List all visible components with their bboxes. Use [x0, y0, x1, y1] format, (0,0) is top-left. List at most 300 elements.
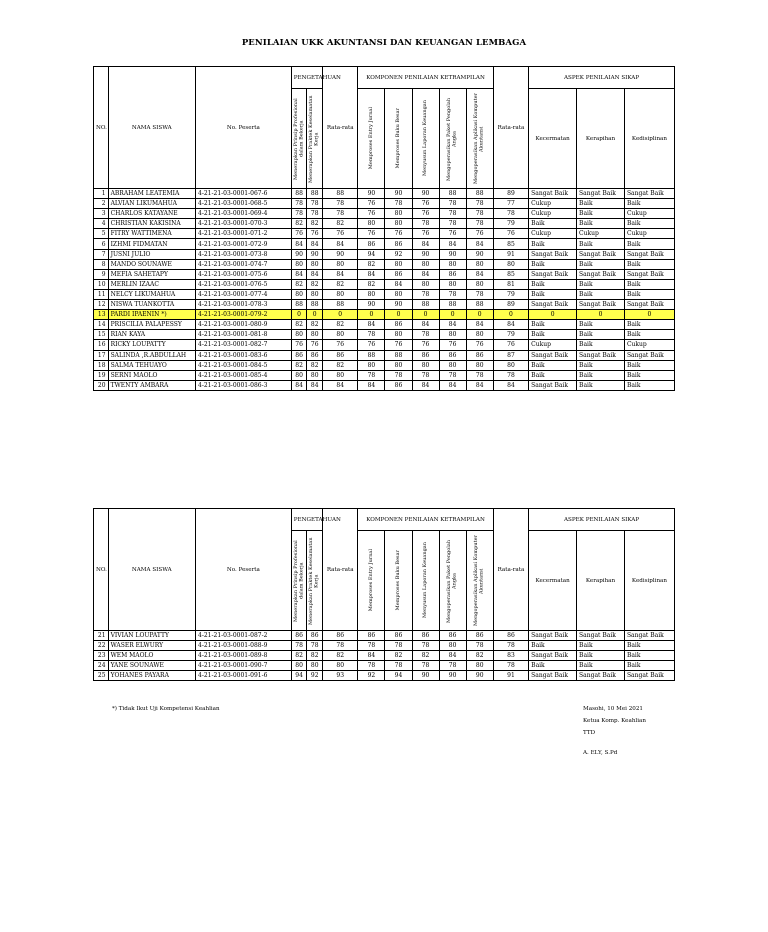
cell-score: 90	[412, 249, 439, 259]
cell-peserta: 4-21-21-03-0001-068-5	[196, 199, 292, 209]
cell-score: 88	[307, 300, 323, 310]
cell-no: 21	[94, 631, 109, 641]
table-row	[94, 289, 675, 299]
cell-score: 78	[358, 641, 385, 651]
cell-score: 82	[412, 651, 439, 661]
cell-score: 84	[439, 651, 466, 661]
cell-score: 80	[307, 661, 323, 671]
cell-score: 76	[323, 229, 358, 239]
cell-score: 88	[323, 300, 358, 310]
cell-peserta: 4-21-21-03-0001-072-9	[196, 239, 292, 249]
cell-score: 80	[439, 330, 466, 340]
cell-sikap: 0	[624, 310, 674, 320]
cell-score: 84	[358, 320, 385, 330]
cell-score: 0	[412, 310, 439, 320]
cell-peserta: 4-21-21-03-0001-075-6	[196, 269, 292, 279]
cell-score: 76	[412, 340, 439, 350]
table-row	[94, 209, 675, 219]
cell-name: WEM MAOLO	[108, 651, 195, 661]
cell-score: 78	[439, 209, 466, 219]
signature-role: Ketua Komp. Keahlian	[583, 718, 646, 724]
cell-score: 90	[307, 249, 323, 259]
cell-sikap: Baik	[529, 259, 577, 269]
cell-score: 82	[291, 360, 307, 370]
header-k3-label: Menyusun Laporan Keuangan	[421, 542, 428, 619]
cell-score: 91	[493, 249, 528, 259]
cell-score: 86	[358, 631, 385, 641]
cell-peserta: 4-21-21-03-0001-083-6	[196, 350, 292, 360]
cell-sikap: Cukup	[624, 229, 674, 239]
cell-sikap: Baik	[529, 239, 577, 249]
cell-sikap: Baik	[577, 239, 625, 249]
cell-score: 86	[385, 320, 412, 330]
header-p2	[307, 531, 323, 631]
cell-score: 88	[412, 300, 439, 310]
cell-sikap: Baik	[624, 289, 674, 299]
cell-score: 80	[385, 360, 412, 370]
cell-score: 80	[466, 661, 493, 671]
cell-score: 76	[385, 229, 412, 239]
cell-score: 90	[358, 300, 385, 310]
cell-score: 78	[439, 289, 466, 299]
header-k1	[358, 531, 385, 631]
cell-score: 82	[291, 219, 307, 229]
cell-name: PRISCILIA PALAPESSY	[108, 320, 195, 330]
cell-sikap: 0	[577, 310, 625, 320]
cell-sikap: Cukup	[624, 209, 674, 219]
cell-sikap: Baik	[529, 279, 577, 289]
cell-score: 90	[466, 671, 493, 681]
cell-score: 86	[307, 350, 323, 360]
cell-score: 82	[323, 320, 358, 330]
cell-score: 78	[323, 641, 358, 651]
table-row	[94, 330, 675, 340]
cell-score: 78	[466, 370, 493, 380]
cell-score: 76	[358, 229, 385, 239]
header-s1: Kecermatan	[529, 531, 577, 631]
cell-score: 80	[307, 330, 323, 340]
cell-score: 84	[439, 239, 466, 249]
cell-score: 78	[307, 641, 323, 651]
cell-sikap: Baik	[624, 380, 674, 390]
cell-score: 76	[358, 199, 385, 209]
cell-sikap: Baik	[624, 370, 674, 380]
cell-sikap: Baik	[577, 651, 625, 661]
cell-sikap: Sangat Baik	[529, 269, 577, 279]
cell-score: 78	[358, 330, 385, 340]
cell-score: 89	[493, 189, 528, 199]
cell-sikap: Baik	[577, 370, 625, 380]
cell-score: 78	[385, 199, 412, 209]
cell-name: SERNI MAOLO	[108, 370, 195, 380]
cell-name: NELCY LIKUMAHUA	[108, 289, 195, 299]
cell-sikap: Sangat Baik	[624, 249, 674, 259]
header-p1	[291, 89, 307, 189]
cell-score: 84	[412, 320, 439, 330]
cell-score: 84	[466, 239, 493, 249]
cell-score: 0	[466, 310, 493, 320]
cell-peserta: 4-21-21-03-0001-081-8	[196, 330, 292, 340]
cell-score: 78	[493, 661, 528, 671]
cell-score: 88	[358, 350, 385, 360]
cell-sikap: Sangat Baik	[624, 350, 674, 360]
cell-score: 80	[323, 259, 358, 269]
cell-score: 84	[307, 380, 323, 390]
cell-sikap: Sangat Baik	[624, 671, 674, 681]
cell-score: 94	[385, 671, 412, 681]
cell-sikap: Baik	[577, 320, 625, 330]
cell-score: 78	[358, 661, 385, 671]
cell-score: 82	[323, 279, 358, 289]
cell-score: 85	[493, 239, 528, 249]
header-k5-label: Mengoperasikan Aplikasi Komputer Akuntansi	[473, 535, 485, 626]
cell-no: 16	[94, 340, 109, 350]
cell-score: 80	[385, 330, 412, 340]
cell-score: 82	[291, 320, 307, 330]
cell-score: 76	[493, 229, 528, 239]
signature-name: A. ELY, S.Pd	[583, 750, 618, 756]
cell-score: 90	[358, 189, 385, 199]
cell-peserta: 4-21-21-03-0001-086-3	[196, 380, 292, 390]
cell-score: 78	[412, 661, 439, 671]
cell-no: 20	[94, 380, 109, 390]
cell-peserta: 4-21-21-03-0001-087-2	[196, 631, 292, 641]
table-row	[94, 199, 675, 209]
cell-score: 78	[291, 641, 307, 651]
header-komponen: KOMPONEN PENILAIAN KETRAMPILAN	[358, 509, 493, 531]
cell-no: 3	[94, 209, 109, 219]
cell-score: 84	[307, 239, 323, 249]
cell-sikap: Baik	[529, 320, 577, 330]
cell-score: 86	[439, 350, 466, 360]
cell-sikap: Baik	[529, 641, 577, 651]
cell-no: 13	[94, 310, 109, 320]
cell-sikap: Cukup	[624, 340, 674, 350]
table-row	[94, 370, 675, 380]
cell-score: 80	[307, 259, 323, 269]
cell-score: 80	[358, 219, 385, 229]
cell-sikap: Baik	[529, 370, 577, 380]
cell-score: 86	[385, 380, 412, 390]
cell-score: 90	[385, 189, 412, 199]
cell-score: 78	[439, 661, 466, 671]
cell-score: 91	[493, 671, 528, 681]
table-row	[94, 651, 675, 661]
cell-score: 81	[493, 279, 528, 289]
cell-sikap: Sangat Baik	[577, 249, 625, 259]
cell-sikap: Cukup	[577, 229, 625, 239]
cell-score: 82	[385, 651, 412, 661]
cell-score: 78	[412, 641, 439, 651]
table-row	[94, 229, 675, 239]
cell-score: 76	[412, 229, 439, 239]
cell-score: 82	[291, 651, 307, 661]
cell-score: 85	[493, 269, 528, 279]
cell-score: 78	[439, 199, 466, 209]
cell-sikap: Baik	[577, 209, 625, 219]
cell-score: 76	[439, 340, 466, 350]
cell-sikap: Baik	[577, 289, 625, 299]
table-row	[94, 259, 675, 269]
cell-score: 80	[439, 641, 466, 651]
cell-score: 92	[358, 671, 385, 681]
cell-score: 88	[307, 189, 323, 199]
header-k1	[358, 89, 385, 189]
cell-no: 5	[94, 229, 109, 239]
header-rata-ketrampilan: Rata-rata	[493, 509, 528, 631]
cell-score: 84	[291, 269, 307, 279]
cell-sikap: Baik	[577, 259, 625, 269]
cell-score: 88	[466, 189, 493, 199]
cell-sikap: 0	[529, 310, 577, 320]
cell-peserta: 4-21-21-03-0001-067-6	[196, 189, 292, 199]
cell-sikap: Sangat Baik	[624, 631, 674, 641]
header-rata-pengetahuan: Rata-rata	[323, 509, 358, 631]
cell-score: 80	[323, 661, 358, 671]
cell-score: 80	[323, 289, 358, 299]
cell-score: 86	[358, 239, 385, 249]
cell-score: 80	[412, 259, 439, 269]
cell-name: JUSNI JULIO	[108, 249, 195, 259]
cell-no: 2	[94, 199, 109, 209]
cell-name: ALVIAN LIKUMAHUA	[108, 199, 195, 209]
cell-score: 83	[493, 651, 528, 661]
header-aspek: ASPEK PENILAIAN SIKAP	[529, 67, 675, 89]
cell-score: 80	[291, 370, 307, 380]
cell-score: 84	[358, 380, 385, 390]
cell-sikap: Sangat Baik	[529, 300, 577, 310]
cell-sikap: Sangat Baik	[529, 671, 577, 681]
cell-score: 86	[323, 631, 358, 641]
cell-no: 6	[94, 239, 109, 249]
table-row	[94, 269, 675, 279]
cell-sikap: Sangat Baik	[529, 249, 577, 259]
cell-sikap: Baik	[624, 239, 674, 249]
cell-score: 90	[385, 300, 412, 310]
cell-score: 84	[307, 269, 323, 279]
table-row	[94, 310, 675, 320]
cell-score: 80	[439, 279, 466, 289]
cell-score: 92	[307, 671, 323, 681]
cell-score: 80	[307, 289, 323, 299]
header-k5	[466, 531, 493, 631]
cell-score: 78	[439, 219, 466, 229]
cell-name: RICKY LOUPATTY	[108, 340, 195, 350]
cell-sikap: Cukup	[529, 199, 577, 209]
header-p2-label: Menerapkan Praktek Keselamatan Kerja	[308, 94, 320, 183]
table-row	[94, 300, 675, 310]
cell-score: 84	[358, 651, 385, 661]
cell-sikap: Baik	[577, 199, 625, 209]
table-row	[94, 631, 675, 641]
header-p1-label: Menerapkan Prinsip Profesional dalam Bekerja	[292, 97, 305, 180]
cell-score: 78	[385, 641, 412, 651]
signature-ttd: TTD	[583, 730, 596, 736]
cell-score: 76	[412, 209, 439, 219]
header-k3	[412, 89, 439, 189]
table-row	[94, 641, 675, 651]
header-aspek: ASPEK PENILAIAN SIKAP	[529, 509, 675, 531]
cell-score: 80	[493, 360, 528, 370]
cell-score: 0	[307, 310, 323, 320]
cell-sikap: Baik	[577, 360, 625, 370]
cell-name: SALINDA ,R.ABDULLAH	[108, 350, 195, 360]
cell-score: 88	[385, 350, 412, 360]
cell-no: 19	[94, 370, 109, 380]
cell-score: 80	[466, 360, 493, 370]
cell-score: 80	[385, 259, 412, 269]
cell-score: 82	[358, 279, 385, 289]
cell-score: 86	[466, 631, 493, 641]
cell-score: 77	[493, 199, 528, 209]
table-row	[94, 360, 675, 370]
cell-sikap: Sangat Baik	[577, 350, 625, 360]
cell-sikap: Sangat Baik	[577, 671, 625, 681]
table-row	[94, 671, 675, 681]
cell-score: 78	[493, 641, 528, 651]
cell-score: 82	[307, 279, 323, 289]
cell-name: TWENTY AMBARA	[108, 380, 195, 390]
cell-score: 80	[385, 219, 412, 229]
cell-score: 90	[291, 249, 307, 259]
cell-peserta: 4-21-21-03-0001-077-4	[196, 289, 292, 299]
cell-score: 94	[358, 249, 385, 259]
cell-score: 78	[307, 199, 323, 209]
cell-score: 86	[385, 239, 412, 249]
table-row	[94, 350, 675, 360]
cell-score: 88	[291, 189, 307, 199]
cell-sikap: Baik	[529, 360, 577, 370]
cell-peserta: 4-21-21-03-0001-091-6	[196, 671, 292, 681]
cell-score: 89	[493, 300, 528, 310]
cell-score: 80	[385, 209, 412, 219]
cell-score: 86	[323, 350, 358, 360]
cell-sikap: Sangat Baik	[577, 189, 625, 199]
cell-score: 76	[385, 340, 412, 350]
cell-score: 80	[439, 360, 466, 370]
cell-score: 76	[291, 340, 307, 350]
score-table-2	[93, 508, 675, 681]
cell-sikap: Cukup	[529, 340, 577, 350]
cell-sikap: Sangat Baik	[577, 300, 625, 310]
cell-score: 90	[323, 249, 358, 259]
cell-sikap: Sangat Baik	[529, 189, 577, 199]
cell-no: 11	[94, 289, 109, 299]
header-s3: Kedisiplinan	[624, 531, 674, 631]
cell-score: 84	[323, 239, 358, 249]
cell-no: 22	[94, 641, 109, 651]
cell-score: 84	[358, 269, 385, 279]
cell-sikap: Baik	[529, 661, 577, 671]
cell-sikap: Baik	[624, 199, 674, 209]
header-name: NAMA SISWA	[108, 67, 195, 189]
cell-peserta: 4-21-21-03-0001-090-7	[196, 661, 292, 671]
cell-score: 82	[307, 320, 323, 330]
cell-score: 80	[412, 279, 439, 289]
cell-sikap: Baik	[529, 289, 577, 299]
page-title: PENILAIAN UKK AKUNTANSI DAN KEUANGAN LEMBAGA	[241, 38, 527, 48]
cell-name: PARDI IPAENIN *)	[108, 310, 195, 320]
cell-score: 84	[466, 380, 493, 390]
cell-peserta: 4-21-21-03-0001-079-2	[196, 310, 292, 320]
cell-score: 90	[439, 249, 466, 259]
cell-sikap: Baik	[577, 219, 625, 229]
cell-sikap: Baik	[577, 380, 625, 390]
cell-score: 76	[291, 229, 307, 239]
cell-score: 78	[307, 209, 323, 219]
cell-sikap: Baik	[577, 641, 625, 651]
table-row	[94, 249, 675, 259]
cell-score: 80	[291, 289, 307, 299]
cell-score: 79	[493, 289, 528, 299]
table-row	[94, 239, 675, 249]
cell-sikap: Baik	[624, 651, 674, 661]
cell-score: 82	[323, 219, 358, 229]
header-s2: Kerapihan	[577, 531, 625, 631]
cell-score: 90	[412, 189, 439, 199]
cell-score: 76	[493, 340, 528, 350]
cell-name: YOHANES PAYARA	[108, 671, 195, 681]
cell-sikap: Baik	[529, 219, 577, 229]
header-k1-label: Memproses Entry Jurnal	[367, 107, 374, 170]
cell-score: 84	[439, 320, 466, 330]
table-row	[94, 661, 675, 671]
cell-score: 84	[493, 380, 528, 390]
header-peserta: No. Peserta	[196, 67, 292, 189]
cell-sikap: Sangat Baik	[624, 300, 674, 310]
cell-score: 78	[412, 330, 439, 340]
header-k4-label: Mengoperasikan Paket Pengolah Angka	[446, 96, 458, 181]
cell-score: 76	[358, 209, 385, 219]
cell-sikap: Baik	[624, 330, 674, 340]
cell-score: 90	[439, 671, 466, 681]
table-row	[94, 380, 675, 390]
cell-peserta: 4-21-21-03-0001-082-7	[196, 340, 292, 350]
cell-peserta: 4-21-21-03-0001-080-9	[196, 320, 292, 330]
cell-score: 80	[466, 259, 493, 269]
cell-score: 78	[466, 199, 493, 209]
cell-score: 78	[385, 661, 412, 671]
cell-sikap: Sangat Baik	[577, 269, 625, 279]
cell-no: 1	[94, 189, 109, 199]
cell-score: 88	[439, 300, 466, 310]
cell-sikap: Baik	[577, 279, 625, 289]
cell-score: 86	[439, 631, 466, 641]
cell-score: 82	[323, 360, 358, 370]
cell-score: 82	[307, 360, 323, 370]
cell-no: 25	[94, 671, 109, 681]
cell-name: FITRY WATTIMENA	[108, 229, 195, 239]
cell-peserta: 4-21-21-03-0001-069-4	[196, 209, 292, 219]
cell-peserta: 4-21-21-03-0001-070-3	[196, 219, 292, 229]
cell-score: 76	[358, 340, 385, 350]
cell-name: YANE SOUNAWE	[108, 661, 195, 671]
cell-no: 4	[94, 219, 109, 229]
header-p2	[307, 89, 323, 189]
cell-sikap: Sangat Baik	[529, 651, 577, 661]
cell-score: 86	[385, 269, 412, 279]
cell-score: 84	[323, 269, 358, 279]
cell-sikap: Baik	[624, 360, 674, 370]
header-k2	[385, 531, 412, 631]
cell-no: 12	[94, 300, 109, 310]
cell-score: 84	[385, 279, 412, 289]
cell-score: 84	[412, 239, 439, 249]
cell-name: IZHMI FIDMATAN	[108, 239, 195, 249]
cell-no: 15	[94, 330, 109, 340]
cell-score: 86	[493, 631, 528, 641]
cell-score: 78	[291, 199, 307, 209]
